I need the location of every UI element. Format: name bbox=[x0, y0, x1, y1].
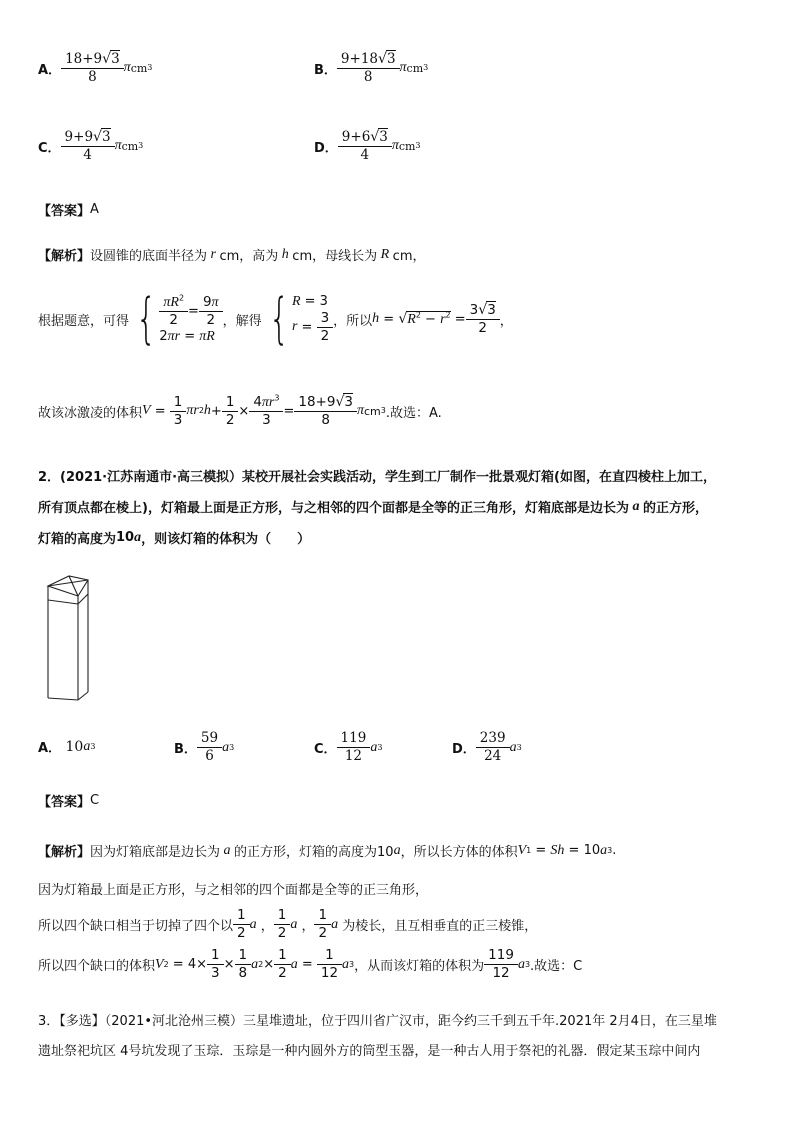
q1-option-d: D． $\frac{9+6√3}{4}$ π cm 3 bbox=[314, 129, 421, 163]
q2-stem-line2: 所有顶点都在棱上)，灯箱最上面是正方形，与之相邻的四个面都是全等的正三角形，灯箱底部是边长为 a 的正方形， bbox=[38, 498, 708, 516]
option-label: C． bbox=[38, 140, 61, 156]
q1-analysis-line1: 【解析】 设圆锥的底面半径为 r cm，高为 h cm，母线长为 R cm， bbox=[38, 246, 426, 264]
q2-option-b: B． $\frac{59}{6}$ a 3 bbox=[174, 730, 235, 764]
q2-option-d: D． $\frac{239}{24}$ a 3 bbox=[452, 730, 522, 764]
option-label: D． bbox=[314, 140, 338, 156]
q1-analysis-line2: 根据题意，可得 { $\frac{\pi R^2}{2}$ = $\frac{9\pi}{2}$ 2 πr = πR ，解得 { R = 3 r = $\frac{3}{2}$ ，所以 h = √ $R^2 - r^2$ = $\frac{3√3}{2}$ ， bbox=[38, 287, 513, 350]
q2-option-a: A． 10 a 3 bbox=[38, 738, 96, 756]
answer-tag: 【答案】 bbox=[38, 204, 91, 219]
fraction: $\frac{9+6√3}{4}$ bbox=[340, 128, 390, 164]
q2-stem-line1: 2．(2021·江苏南通市·高三模拟）某校开展社会实践活动，学生到工厂制作一批景观灯箱(如图，在直四棱柱上加工， bbox=[38, 470, 716, 485]
q2-analysis-line3: 所以四个缺口相当于切掉了四个以 $\frac{1}{2}$ a ， $\frac{1}{2}$ a ， $\frac{1}{2}$ a 为棱长，且互相垂直的正三棱锥， bbox=[38, 907, 538, 941]
answer-value: A bbox=[90, 202, 99, 217]
q2-analysis-line1: 【解析】 因为灯箱底部是边长为 a 的正方形，灯箱的高度为10 a ，所以长方体的体积 V 1 = Sh = 10 a 3 . bbox=[38, 842, 617, 860]
q1-option-c: C． $\frac{9+9√3}{4}$ π cm 3 bbox=[38, 129, 144, 163]
fraction: $\frac{9+9√3}{4}$ bbox=[63, 128, 113, 164]
solution-system: R = 3 r = $\frac{3}{2}$ bbox=[292, 294, 333, 345]
q2-analysis-line4: 所以四个缺口的体积 V 2 = 4× $\frac{1}{3}$ × $\frac{1}{8}$ a 2 × $\frac{1}{2}$ a = $\frac{1}{12}$ a 3 ，从而该灯箱的体积为 $\frac{119}{12}$ a 3 .故选：C bbox=[38, 947, 583, 981]
q3-stem-line1: 3．【多选】（2021•河北沧州三模）三星堆遗址，位于四川省广汉市，距今约三千到五千年.2021年 2月4日，在三星堆 bbox=[38, 1014, 717, 1029]
q1-option-a: A． $\frac{18+9√3}{8}$ π cm 3 bbox=[38, 51, 153, 85]
q2-stem-line3: 灯箱的高度为 10 a ，则该灯箱的体积为（ ） bbox=[38, 529, 311, 547]
q2-analysis-line2: 因为灯箱最上面是正方形，与之相邻的四个面都是全等的正三角形， bbox=[38, 883, 429, 898]
option-label: A． bbox=[38, 62, 62, 78]
q3-stem-line2: 遗址祭祀坑区 4号坑发现了玉琮．玉琮是一种内圆外方的筒型玉器，是一种古人用于祭祀的礼器．假定某玉琮中间内 bbox=[38, 1044, 701, 1059]
q1-analysis-line3: 故该冰激凌的体积 V = $\frac{1}{3}$ πr 2 h + $\frac{1}{2}$ × $\frac{4\pi r^3}{3}$ = $\frac{18+9√3}{8}$ π cm 3 .故选：A. bbox=[38, 393, 442, 428]
equation-system: $\frac{\pi R^2}{2}$ = $\frac{9\pi}{2}$ 2 πr = πR bbox=[159, 294, 222, 345]
option-label: B． bbox=[314, 62, 337, 78]
q1-answer bbox=[38, 200, 99, 219]
lightbox-prism-figure bbox=[44, 572, 94, 704]
fraction: $\frac{9+18√3}{8}$ bbox=[339, 50, 398, 86]
fraction: $\frac{18+9√3}{8}$ bbox=[63, 50, 122, 86]
q2-answer: 【答案】 C bbox=[38, 793, 100, 810]
q2-option-c: C． $\frac{119}{12}$ a 3 bbox=[314, 730, 383, 764]
q1-option-b: B． $\frac{9+18√3}{8}$ π cm 3 bbox=[314, 51, 429, 85]
